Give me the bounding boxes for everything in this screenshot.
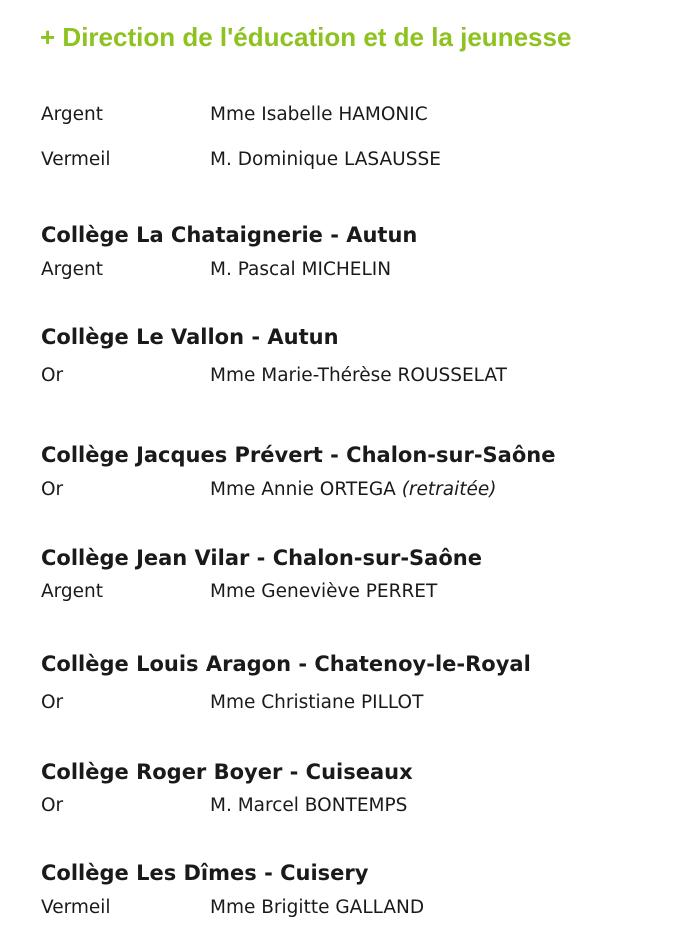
- medal-level: Or: [41, 692, 64, 713]
- section-heading: Collège Jean Vilar - Chalon-sur-Saône: [41, 546, 482, 570]
- medal-level: Or: [41, 795, 64, 816]
- list-item: [0, 794, 700, 818]
- recipient-name: Mme Brigitte GALLAND: [210, 897, 425, 918]
- list-item: [0, 896, 700, 920]
- list-item: [0, 258, 700, 282]
- title-plus-marker: +: [40, 22, 56, 52]
- list-item: [0, 364, 700, 388]
- page-title: [40, 22, 571, 52]
- recipient-name: Mme Marie-Thérèse ROUSSELAT: [210, 365, 507, 386]
- section-heading: Collège Le Vallon - Autun: [41, 325, 339, 349]
- medal-level: Vermeil: [41, 897, 111, 918]
- medal-level: Or: [41, 365, 64, 386]
- title-text: Direction de l'éducation et de la jeunesse: [62, 22, 572, 52]
- recipient-name: M. Pascal MICHELIN: [210, 259, 392, 280]
- list-item: [0, 103, 700, 127]
- recipient-name: Mme Geneviève PERRET: [210, 581, 438, 602]
- medal-level: Argent: [41, 581, 104, 602]
- recipient-name: Mme Annie ORTEGA: [210, 479, 396, 500]
- section-heading: Collège La Chataignerie - Autun: [41, 223, 418, 247]
- section-heading: Collège Louis Aragon - Chatenoy-le-Royal: [41, 652, 531, 676]
- section-heading: Collège Les Dîmes - Cuisery: [41, 861, 369, 885]
- medal-level: Vermeil: [41, 149, 111, 170]
- medal-level: Argent: [41, 104, 104, 125]
- recipient-name: M. Marcel BONTEMPS: [210, 795, 408, 816]
- recipient-name: M. Dominique LASAUSSE: [210, 149, 441, 170]
- list-item: [0, 148, 700, 172]
- recipient-name-with-note: [210, 478, 496, 502]
- list-item: [0, 580, 700, 604]
- retired-note: (retraitée): [401, 479, 497, 500]
- medal-level: Argent: [41, 259, 104, 280]
- section-heading: Collège Jacques Prévert - Chalon-sur-Saône: [41, 443, 556, 467]
- list-item: [0, 478, 700, 502]
- section-heading: Collège Roger Boyer - Cuiseaux: [41, 760, 413, 784]
- list-item: [0, 691, 700, 715]
- recipient-name: Mme Isabelle HAMONIC: [210, 104, 428, 125]
- medal-level: Or: [41, 479, 64, 500]
- recipient-name: Mme Christiane PILLOT: [210, 692, 424, 713]
